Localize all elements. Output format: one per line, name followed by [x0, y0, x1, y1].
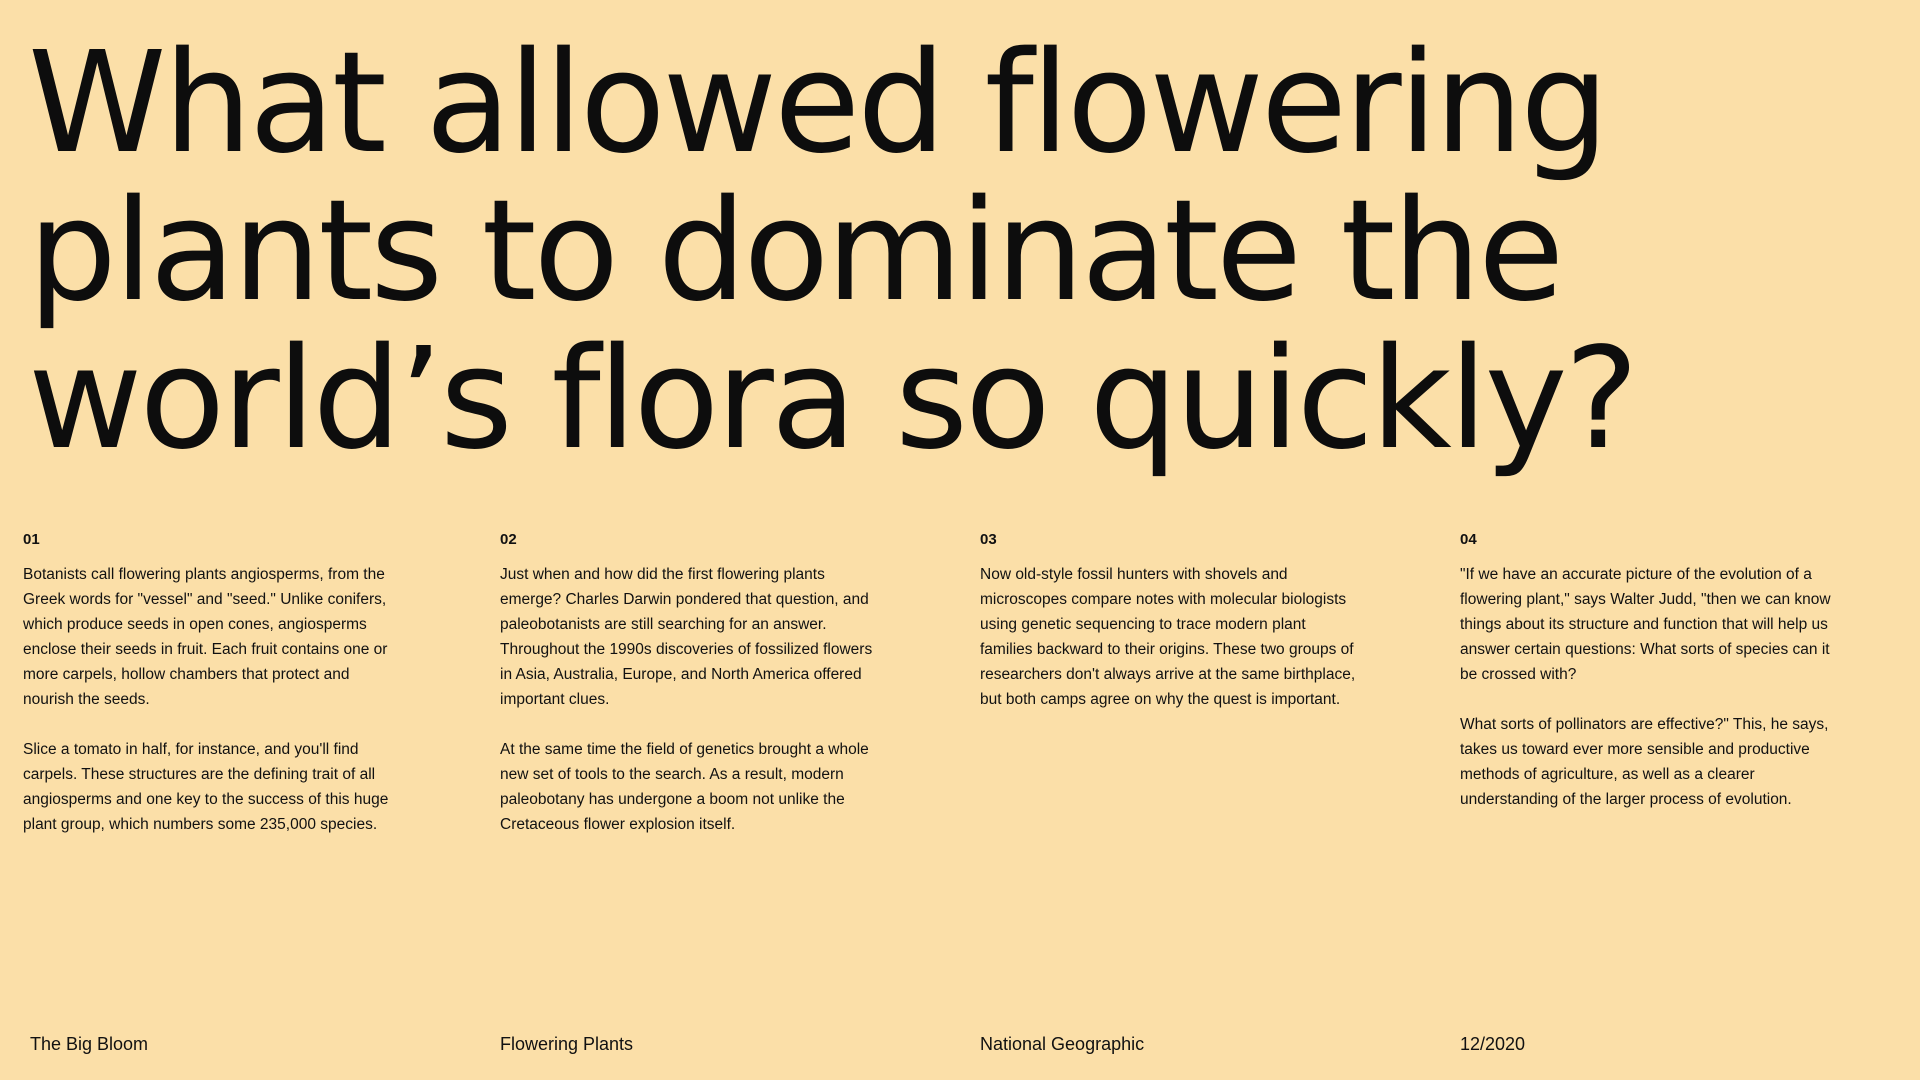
column-number: 01	[23, 531, 40, 548]
article-column-02	[500, 530, 878, 862]
column-paragraph: "If we have an accurate picture of the evolution of a flowering plant," says Walter Judd, "then we can know things about its structure and function that will help us answer certain questions: What sorts of species can it be crossed with?	[1460, 566, 1831, 683]
article-column-01	[23, 530, 401, 862]
column-paragraph: Now old-style fossil hunters with shovels and microscopes compare notes with molecular biologists using genetic sequencing to trace modern plant families backward to their origins. These two groups of researchers don't always arrive at the same birthplace, but both camps agree on why the quest is important.	[980, 566, 1356, 708]
article-column-03	[980, 530, 1358, 737]
column-paragraph: What sorts of pollinators are effective?" This, he says, takes us toward ever more sensible and productive methods of agriculture, as well as a clearer understanding of the larger process of evolution.	[1460, 716, 1829, 808]
article-column-04	[1460, 530, 1838, 837]
footer-date: 12/2020	[1460, 1034, 1526, 1054]
column-paragraph: Slice a tomato in half, for instance, and you'll find carpels. These structures are the defining trait of all angiosperms and one key to the success of this huge plant group, which numbers some 235,000 species.	[23, 741, 389, 833]
column-paragraph: Just when and how did the first flowering plants emerge? Charles Darwin pondered that question, and paleobotanists are still searching for an answer. Throughout the 1990s discoveries of fossilized flowers in Asia, Australia, Europe, and North America offered important clues.	[500, 566, 873, 708]
column-number: 02	[500, 531, 517, 548]
headline-line-3: world’s flora so quickly?	[28, 318, 1636, 481]
footer-topic: Flowering Plants	[500, 1034, 634, 1054]
headline-line-2: plants to dominate the	[28, 170, 1562, 333]
headline	[28, 22, 1888, 481]
column-paragraph: Botanists call flowering plants angiosperms, from the Greek words for "vessel" and "seed." Unlike conifers, which produce seeds in open cones, angiosperms enclose their seeds in fruit. Each fruit contains one or more carpels, hollow chambers that protect and nourish the seeds.	[23, 566, 388, 708]
column-number: 03	[980, 531, 997, 548]
footer-publication: National Geographic	[980, 1034, 1145, 1054]
footer-title: The Big Bloom	[30, 1034, 149, 1054]
column-paragraph: At the same time the field of genetics brought a whole new set of tools to the search. As a result, modern paleobotany has undergone a boom not unlike the Cretaceous flower explosion itself.	[500, 741, 869, 833]
column-number: 04	[1460, 531, 1477, 548]
headline-line-1: What allowed flowering	[28, 22, 1607, 185]
